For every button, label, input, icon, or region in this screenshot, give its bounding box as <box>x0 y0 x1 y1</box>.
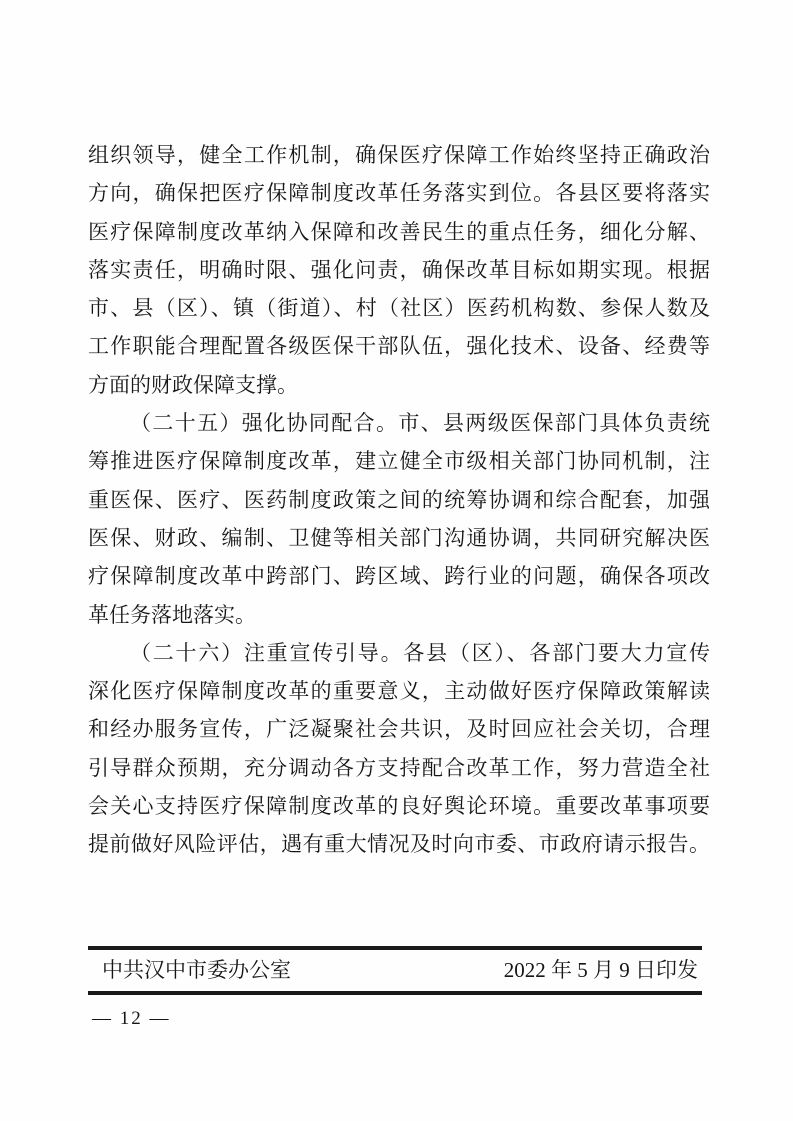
body-line: 市、县（区）、镇（街道）、村（社区）医药机构数、参保人数及 <box>88 296 710 321</box>
body-line: 引导群众预期，充分调动各方支持配合改革工作，努力营造全社 <box>88 755 710 780</box>
footer-rule-bottom <box>88 991 702 995</box>
body-line: 疗保障制度改革中跨部门、跨区域、跨行业的问题，确保各项改 <box>88 564 710 589</box>
body-line: 组织领导，健全工作机制，确保医疗保障工作始终坚持正确政治 <box>88 143 710 167</box>
body-line: 提前做好风险评估，遇有重大情况及时向市委、市政府请示报告。 <box>88 832 710 857</box>
body-line: 和经办服务宣传，广泛凝聚社会共识，及时回应社会关切，合理 <box>88 717 710 742</box>
body-line-section-26: （二十六）注重宣传引导。各县（区）、各部门要大力宣传 <box>130 640 710 665</box>
body-line: 方向，确保把医疗保障制度改革任务落实到位。各县区要将落实 <box>88 181 710 206</box>
document-body <box>88 136 710 864</box>
body-line: 工作职能合理配置各级医保干部队伍，强化技术、设备、经费等 <box>88 334 710 359</box>
body-line-section-25: （二十五）强化协同配合。市、县两级医保部门具体负责统 <box>130 411 710 436</box>
body-line: 落实责任，明确时限、强化问责，确保改革目标如期实现。根据 <box>88 257 710 282</box>
body-line: 医疗保障制度改革纳入保障和改善民生的重点任务，细化分解、 <box>88 219 710 244</box>
footer-rule-top <box>88 946 702 950</box>
body-line: 革任务落地落实。 <box>88 602 256 627</box>
body-line: 医保、财政、编制、卫健等相关部门沟通协调，共同研究解决医 <box>88 525 710 550</box>
footer-issuer: 中共汉中市委办公室 <box>102 958 291 982</box>
body-line: 会关心支持医疗保障制度改革的良好舆论环境。重要改革事项要 <box>88 794 710 819</box>
body-line: 方面的财政保障支撑。 <box>88 372 298 397</box>
body-line: 深化医疗保障制度改革的重要意义，主动做好医疗保障政策解读 <box>88 679 710 704</box>
footer <box>88 955 702 985</box>
page-number: — 12 — <box>92 1008 171 1029</box>
footer-print-date: 2022 年 5 月 9 日印发 <box>503 958 698 982</box>
body-line: 重医保、医疗、医药制度政策之间的统筹协调和综合配套，加强 <box>88 487 710 512</box>
body-line: 筹推进医疗保障制度改革，建立健全市级相关部门协同机制，注 <box>88 449 710 474</box>
